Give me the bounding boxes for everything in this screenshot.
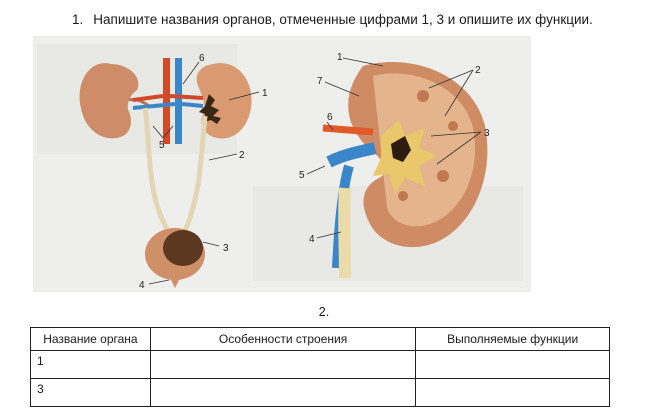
label-3-left: 3: [223, 243, 229, 254]
row-1-functions[interactable]: [416, 351, 610, 379]
row-3-structure[interactable]: [150, 379, 415, 407]
organs-table: [30, 327, 610, 407]
label-2-right: 2: [475, 65, 481, 76]
label-2-left: 2: [239, 150, 245, 161]
label-1-right: 1: [337, 52, 343, 63]
label-4-right: 4: [309, 234, 315, 245]
header-organ-name: Название органа: [31, 328, 151, 351]
label-6-right: 6: [327, 112, 333, 123]
table-row: [31, 379, 610, 407]
urinary-system-illustration: [33, 36, 531, 292]
task-number: 1.: [72, 12, 84, 27]
row-1-organ[interactable]: 1: [31, 351, 151, 379]
row-1-structure[interactable]: [150, 351, 415, 379]
row-3-organ[interactable]: 3: [31, 379, 151, 407]
task-text: Напишите названия органов, отмеченные цифрами 1, 3 и опишите их функции.: [93, 12, 593, 27]
label-5-right: 5: [299, 170, 305, 181]
label-4-left: 4: [139, 280, 145, 291]
header-functions: Выполняемые функции: [416, 328, 610, 351]
task-heading: [72, 12, 593, 27]
table-row: [31, 351, 610, 379]
label-6-left: 6: [199, 53, 205, 64]
header-structure: Особенности строения: [150, 328, 415, 351]
part-two-number: 2.: [318, 305, 330, 319]
label-7-right: 7: [317, 76, 323, 87]
table-header-row: [31, 328, 610, 351]
label-3-right: 3: [484, 128, 490, 139]
row-3-functions[interactable]: [416, 379, 610, 407]
label-1-left: 1: [262, 88, 268, 99]
label-5-left: 5: [159, 140, 165, 151]
